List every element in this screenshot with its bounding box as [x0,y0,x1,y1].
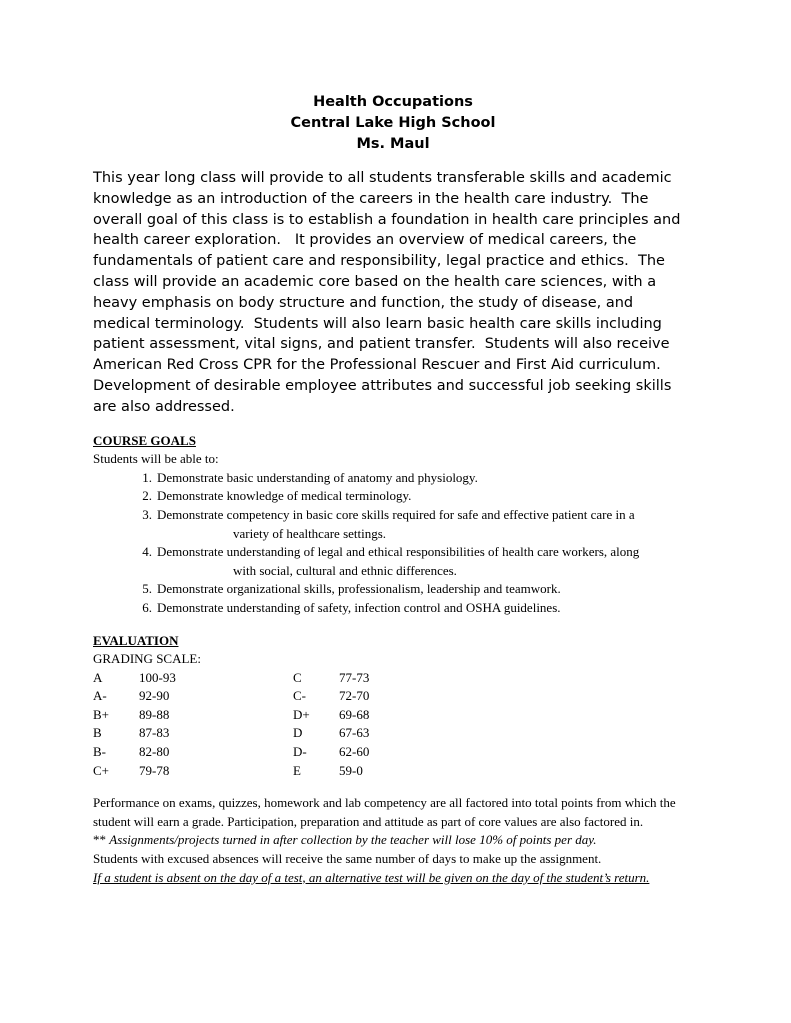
grade-letter: D- [293,744,307,760]
grade-range: 77-73 [339,669,370,685]
document-header [93,92,693,155]
goal-text-main: Demonstrate basic understanding of anatomy and physiology. [157,469,478,485]
grade-letter: A- [93,688,107,704]
teacher-name: Ms. Maul [356,136,430,152]
goal-text [157,543,687,580]
goal-item [93,469,693,488]
grade-row [293,706,493,725]
absent-test-policy: If a student is absent on the day of a test, an alternative test will be given on the day of the student’s return. [93,869,650,885]
goal-item [93,543,693,580]
school-name: Central Lake High School [290,115,496,131]
grade-row [93,669,293,688]
grading-column-right [293,669,493,781]
goal-text [157,487,687,506]
goal-item [93,487,693,506]
grade-letter: A [93,669,103,685]
goal-number: 5. [142,581,152,597]
grading-scale-table [93,669,493,781]
goal-text-main: Demonstrate competency in basic core skills required for safe and effective patient care in a [157,506,635,522]
grade-letter: D+ [293,706,310,722]
course-goals-title: COURSE GOALS [93,432,196,448]
grade-letter: B+ [93,706,110,722]
performance-paragraph: Performance on exams, quizzes, homework and lab competency are all factored into total points from which the student will earn a grade. Participation, preparation and attitude as part of core values are also factored in. [93,795,676,829]
grade-range: 79-78 [139,762,170,778]
goal-text-continued: variety of healthcare settings. [233,525,387,541]
goal-number: 1. [142,469,152,485]
goal-item [93,506,693,543]
goal-text [157,506,687,543]
grading-scale-label: GRADING SCALE: [93,651,201,667]
late-policy-prefix: ** [93,832,110,848]
grade-letter: C+ [93,762,110,778]
goal-number: 3. [142,506,152,522]
goal-text-main: Demonstrate understanding of legal and ethical responsibilities of health care workers, along [157,544,640,560]
late-policy-text: Assignments/projects turned in after collection by the teacher will lose 10% of points per day. [109,832,597,848]
grade-letter: E [293,762,301,778]
grade-range: 59-0 [339,762,363,778]
grade-range: 92-90 [139,688,170,704]
goal-number: 2. [142,488,152,504]
grade-row [93,743,293,762]
course-goals-lead: Students will be able to: [93,451,219,467]
grade-row [93,687,293,706]
goal-text [157,580,687,599]
late-policy [93,831,693,850]
grade-row [293,743,493,762]
grade-range: 67-63 [339,725,370,741]
goal-list [93,469,693,618]
goal-number: 4. [142,544,152,560]
intro-paragraph: This year long class will provide to all students transferable skills and academic knowledge as an introduction of the careers in the health care industry. The overall goal of this class is to establish a foundation in health care principles and health career exploration. It provides an overview of medical careers, the fundamentals of patient care and responsibility, legal practice and ethics. The class will provide an academic core based on the health care sciences, with a heavy emphasis on body structure and function, the study of disease, and medical terminology. Students will also learn basic health care skills including patient assessment, vital signs, and patient transfer. Students will also receive American Red Cross CPR for the Professional Rescuer and First Aid curriculum. Development of desirable employee attributes and successful job seeking skills are also addressed. [93,170,686,415]
grade-row [93,706,293,725]
grade-row [293,669,493,688]
grade-row [293,687,493,706]
grade-range: 69-68 [339,706,370,722]
grade-range: 62-60 [339,744,370,760]
goal-text [157,469,687,488]
grade-letter: B- [93,744,106,760]
grade-row [93,724,293,743]
goal-text [157,599,687,618]
grade-row [93,762,293,781]
grade-letter: D [293,725,303,741]
course-goals-section [93,432,693,618]
grade-range: 87-83 [139,725,170,741]
grade-range: 100-93 [139,669,176,685]
course-title: Health Occupations [313,94,473,110]
goal-text-main: Demonstrate organizational skills, professionalism, leadership and teamwork. [157,581,561,597]
grade-letter: C- [293,688,306,704]
grade-range: 72-70 [339,688,370,704]
grade-range: 82-80 [139,744,170,760]
document-page [93,92,693,887]
grade-letter: B [93,725,102,741]
evaluation-section [93,632,693,781]
goal-item [93,599,693,618]
goal-text-main: Demonstrate understanding of safety, infection control and OSHA guidelines. [157,599,561,615]
evaluation-title: EVALUATION [93,632,179,648]
goal-text-continued: with social, cultural and ethnic differences. [233,562,457,578]
grading-column-left [93,669,293,781]
grade-row [293,762,493,781]
goal-item [93,580,693,599]
goal-number: 6. [142,599,152,615]
goal-text-main: Demonstrate knowledge of medical terminology. [157,488,412,504]
grade-row [293,724,493,743]
policies-section [93,794,693,887]
excused-absence-policy: Students with excused absences will receive the same number of days to make up the assignment. [93,851,602,867]
grade-letter: C [293,669,302,685]
grade-range: 89-88 [139,706,170,722]
